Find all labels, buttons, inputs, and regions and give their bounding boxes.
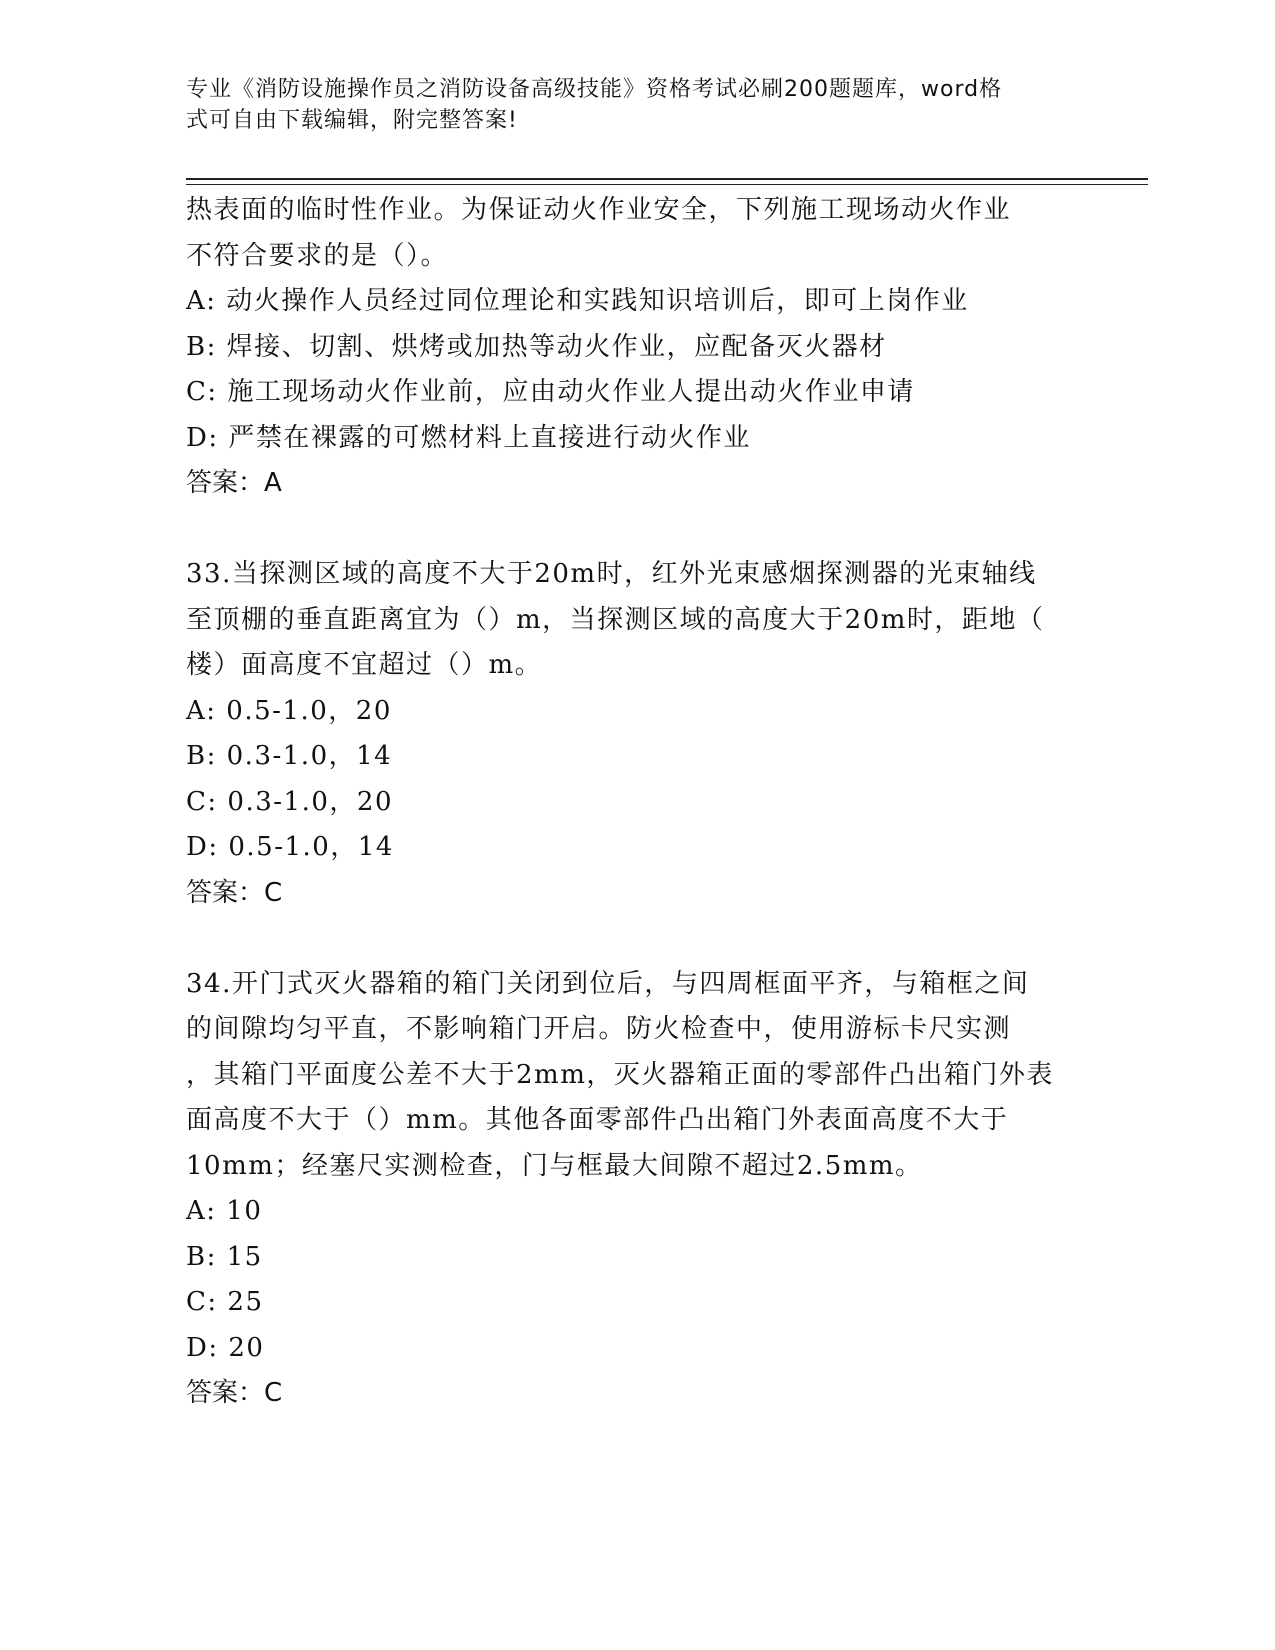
- spacer: [186, 916, 1086, 962]
- question-stem-line: 楼）面高度不宜超过（）m。: [186, 650, 543, 680]
- option-a: A: 0.5-1.0，20: [186, 695, 392, 726]
- option-d: D: 0.5-1.0，14: [186, 832, 394, 862]
- answer-label: 答案：C: [186, 877, 283, 908]
- question-stem-line: 34.开门式灭火器箱的箱门关闭到位后，与四周框面平齐，与箱框之间: [186, 968, 1030, 999]
- question-stem-line: 面高度不大于（）mm。其他各面零部件凸出箱门外表面高度不大于: [186, 1105, 1009, 1135]
- question-stem-line: 33.当探测区域的高度不大于20m时，红外光束感烟探测器的光束轴线: [186, 559, 1037, 589]
- question-stem-line: 至顶棚的垂直距离宜为（）m，当探测区域的高度大于20m时，距地（: [186, 604, 1045, 635]
- question-stem-line: 热表面的临时性作业。为保证动火作业安全，下列施工现场动火作业: [186, 195, 1012, 225]
- option-d: D: 严禁在裸露的可燃材料上直接进行动火作业: [186, 422, 751, 453]
- option-d: D: 20: [186, 1332, 265, 1363]
- question-32: [186, 188, 1086, 507]
- option-b: B: 焊接、切割、烘烤或加热等动火作业，应配备灭火器材: [186, 331, 887, 362]
- question-33: [186, 552, 1086, 916]
- header-divider-thick: [186, 178, 1148, 180]
- question-stem-line: 不符合要求的是（）。: [186, 240, 449, 271]
- document-header: [186, 74, 1086, 136]
- option-a: A: 10: [186, 1196, 263, 1226]
- answer-label: 答案：A: [186, 468, 282, 498]
- answer-label: 答案：C: [186, 1378, 283, 1408]
- header-line-1: 专业《消防设施操作员之消防设备高级技能》资格考试必刷200题题库，word格: [186, 77, 1003, 102]
- question-stem-line: 的间隙均匀平直，不影响箱门开启。防火检查中，使用游标卡尺实测: [186, 1014, 1012, 1044]
- question-content: [186, 188, 1086, 1417]
- option-b: B: 15: [186, 1241, 263, 1272]
- question-stem-line: 10mm；经塞尺实测检查，门与框最大间隙不超过2.5mm。: [186, 1150, 923, 1181]
- question-34: [186, 962, 1086, 1417]
- header-divider-thin: [186, 184, 1148, 185]
- option-c: C: 施工现场动火作业前，应由动火作业人提出动火作业申请: [186, 377, 915, 407]
- spacer: [186, 507, 1086, 553]
- option-c: C: 0.3-1.0，20: [186, 786, 393, 817]
- option-c: C: 25: [186, 1287, 264, 1317]
- question-stem-line: ，其箱门平面度公差不大于2mm，灭火器箱正面的零部件凸出箱门外表: [186, 1059, 1054, 1090]
- header-line-2: 式可自由下载编辑，附完整答案!: [186, 108, 518, 133]
- option-a: A: 动火操作人员经过同位理论和实践知识培训后，即可上岗作业: [186, 286, 969, 316]
- option-b: B: 0.3-1.0，14: [186, 741, 393, 771]
